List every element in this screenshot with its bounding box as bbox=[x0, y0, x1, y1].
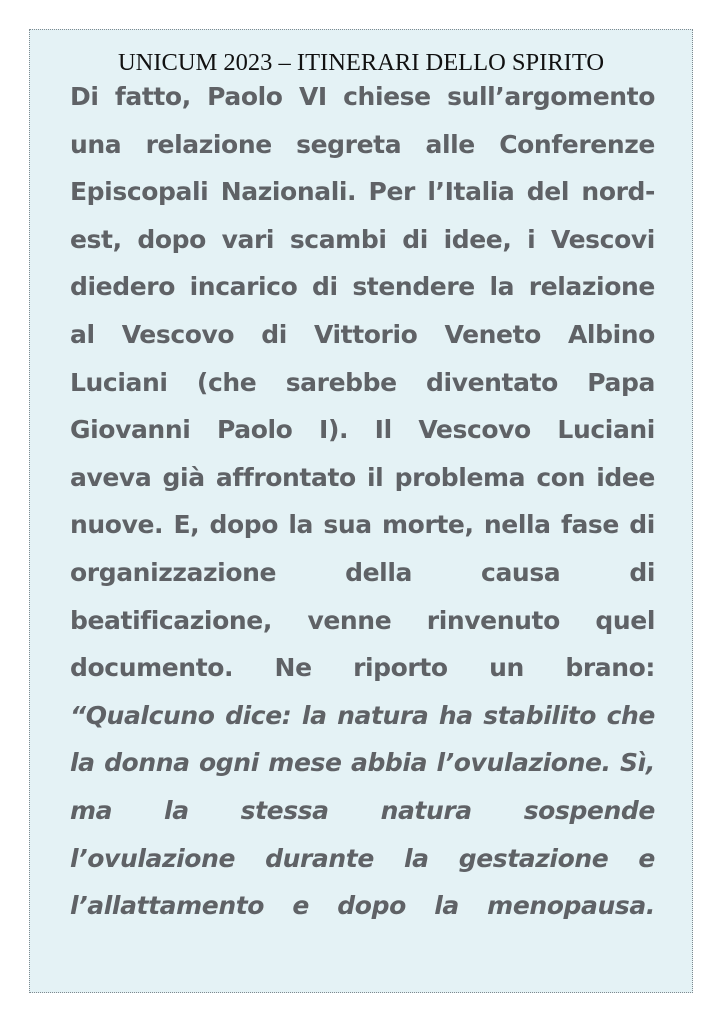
text-word: vari bbox=[221, 224, 275, 254]
text-word: sarebbe bbox=[285, 367, 397, 397]
text-word: Paolo bbox=[207, 82, 283, 111]
text-word: ogni bbox=[199, 748, 259, 778]
text-word: E, bbox=[173, 510, 200, 540]
text-word: VI bbox=[298, 82, 327, 111]
text-line bbox=[70, 748, 655, 782]
text-line bbox=[70, 796, 655, 830]
text-word: l’Italia bbox=[427, 177, 515, 207]
text-line bbox=[70, 463, 655, 497]
text-word: già bbox=[162, 462, 205, 492]
text-line bbox=[70, 320, 655, 354]
text-line bbox=[70, 701, 655, 735]
text-word: affrontato bbox=[215, 462, 356, 492]
text-word: la bbox=[164, 796, 189, 825]
text-word: chiese bbox=[343, 82, 431, 111]
text-word: Vittorio bbox=[313, 320, 418, 349]
text-line bbox=[70, 844, 655, 878]
text-word: il bbox=[367, 462, 384, 492]
text-word: durante bbox=[265, 843, 374, 873]
text-word: aveva bbox=[70, 462, 152, 492]
text-word: (che bbox=[196, 367, 257, 397]
text-word: natura bbox=[337, 700, 429, 730]
text-word: sospende bbox=[523, 796, 655, 825]
text-word: fatto, bbox=[114, 82, 191, 111]
text-word: Ne bbox=[274, 653, 312, 683]
text-word: stessa bbox=[240, 796, 329, 825]
text-word: mese bbox=[268, 748, 342, 778]
text-word: diedero bbox=[70, 272, 175, 302]
text-word: relazione bbox=[145, 129, 272, 159]
text-word: Per bbox=[368, 177, 415, 207]
text-word: diventato bbox=[426, 367, 558, 397]
text-word: beatificazione, bbox=[70, 605, 272, 635]
text-word: problema bbox=[394, 462, 526, 492]
text-word: stabilito bbox=[483, 700, 597, 730]
text-word: Luciani bbox=[557, 415, 655, 445]
text-word: l’allattamento bbox=[70, 891, 265, 921]
text-word: relazione bbox=[528, 272, 655, 302]
text-word: la bbox=[434, 891, 459, 921]
text-word: documento. bbox=[70, 653, 234, 683]
text-word: rinvenuto bbox=[426, 605, 560, 635]
text-word: menopausa. bbox=[487, 891, 655, 921]
text-word: la bbox=[403, 843, 429, 873]
text-line bbox=[70, 272, 655, 306]
text-word: Paolo bbox=[217, 415, 293, 445]
text-word: i bbox=[527, 224, 536, 254]
text-line bbox=[70, 510, 655, 544]
text-word: dopo bbox=[137, 224, 206, 254]
text-word: Veneto bbox=[444, 320, 541, 349]
text-word: causa bbox=[481, 558, 561, 587]
text-word: organizzazione bbox=[70, 558, 277, 587]
text-line bbox=[70, 415, 655, 449]
text-word: un bbox=[489, 653, 524, 683]
text-word: natura bbox=[380, 796, 472, 825]
text-word: scambi bbox=[289, 224, 387, 254]
text-line bbox=[70, 130, 655, 164]
text-word: nella bbox=[483, 510, 551, 540]
text-word: una bbox=[70, 129, 122, 159]
text-word: donna bbox=[104, 748, 190, 778]
text-line bbox=[70, 606, 655, 640]
text-word: Papa bbox=[587, 367, 655, 397]
text-word: est, bbox=[70, 224, 122, 254]
text-word: l’ovulazione. bbox=[436, 748, 611, 778]
text-word: ha bbox=[438, 700, 473, 730]
text-word: che bbox=[606, 700, 655, 730]
text-word: Di bbox=[70, 82, 99, 111]
text-line bbox=[70, 891, 655, 925]
text-word: ma bbox=[70, 796, 113, 825]
text-word: quel bbox=[595, 605, 655, 635]
text-word: e bbox=[638, 843, 655, 873]
text-word: Conferenze bbox=[499, 129, 655, 159]
text-word: Luciani bbox=[70, 367, 168, 397]
text-word: Albino bbox=[567, 320, 655, 349]
text-word: gestazione bbox=[458, 843, 609, 873]
page-frame bbox=[29, 29, 693, 993]
page-header: UNICUM 2023 – ITINERARI DELLO SPIRITO bbox=[117, 49, 605, 76]
text-word: la bbox=[70, 748, 95, 778]
text-word: Nazionali. bbox=[220, 177, 357, 207]
text-word: Giovanni bbox=[70, 415, 191, 445]
text-word: brano: bbox=[565, 653, 655, 683]
text-word: dopo bbox=[209, 510, 279, 540]
text-word: di bbox=[629, 510, 655, 540]
text-word: idee, bbox=[443, 224, 512, 254]
text-word: di bbox=[261, 320, 287, 349]
text-word: dopo bbox=[337, 891, 406, 921]
text-word: dice: bbox=[225, 700, 292, 730]
text-word: Sì, bbox=[620, 748, 655, 778]
text-line bbox=[70, 225, 655, 259]
text-word: alle bbox=[425, 129, 475, 159]
text-word: idee bbox=[596, 462, 655, 492]
text-word: riporto bbox=[353, 653, 448, 683]
text-word: la bbox=[288, 510, 314, 540]
text-word: di bbox=[312, 272, 338, 302]
text-word: di bbox=[402, 224, 428, 254]
text-word: Vescovo bbox=[418, 415, 531, 445]
text-word: “Qualcuno bbox=[70, 700, 215, 730]
text-word: stendere bbox=[352, 272, 475, 302]
text-word: I). bbox=[319, 415, 349, 445]
text-word: la bbox=[301, 700, 327, 730]
text-word: di bbox=[629, 558, 655, 587]
text-word: Vescovi bbox=[551, 224, 655, 254]
text-word: con bbox=[536, 462, 585, 492]
text-word: Episcopali bbox=[70, 177, 209, 207]
text-word: nuove. bbox=[70, 510, 164, 540]
text-word: nord- bbox=[581, 177, 655, 207]
text-line bbox=[70, 653, 655, 687]
text-word: venne bbox=[307, 605, 392, 635]
text-word: l’ovulazione bbox=[70, 843, 236, 873]
text-word: sua bbox=[323, 510, 372, 540]
text-word: del bbox=[526, 177, 570, 207]
text-word: segreta bbox=[296, 129, 402, 159]
text-word: al bbox=[70, 320, 95, 349]
text-word: della bbox=[345, 558, 412, 587]
text-word: Il bbox=[374, 415, 392, 445]
text-line bbox=[70, 177, 655, 211]
text-line bbox=[70, 558, 655, 592]
text-line bbox=[70, 368, 655, 402]
text-word: incarico bbox=[189, 272, 298, 302]
text-word: abbia bbox=[350, 748, 428, 778]
text-word: e bbox=[292, 891, 309, 921]
text-line bbox=[70, 82, 655, 116]
text-word: morte, bbox=[382, 510, 474, 540]
text-word: fase bbox=[560, 510, 619, 540]
text-word: la bbox=[489, 272, 515, 302]
text-word: sull’argomento bbox=[447, 82, 655, 111]
text-word: Vescovo bbox=[121, 320, 235, 349]
